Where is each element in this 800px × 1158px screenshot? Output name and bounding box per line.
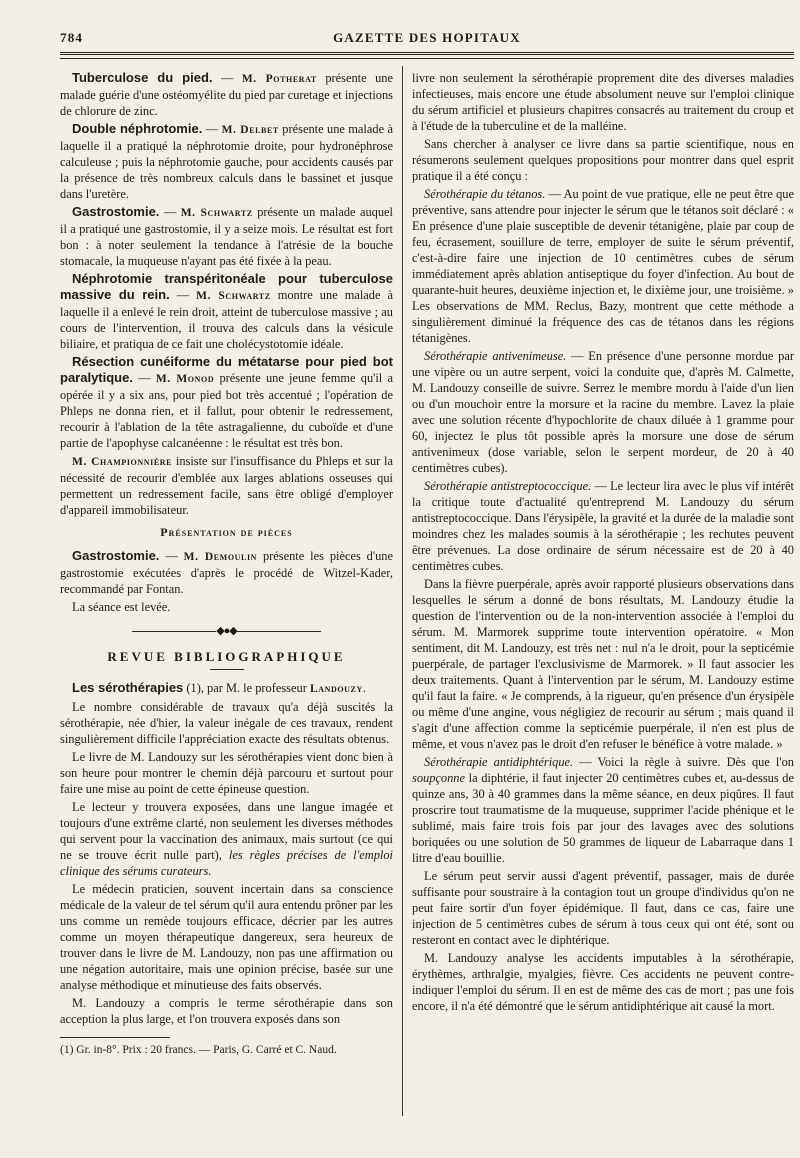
paragraph bbox=[60, 799, 393, 879]
author: M. Demoulin bbox=[183, 551, 258, 563]
subsection-lead: Sérothérapie du tétanos. bbox=[424, 187, 546, 201]
paragraph: Tuberculose du pied. — M. Potherat présente une malade guérie d'une ostéomyélite du pied par curetage et injections de chlorure de zinc. bbox=[60, 70, 393, 118]
paragraph-text: Le lecteur y trouvera exposées, dans une langue imagée et toujours d'une extrême clarté, non seulement les diverses méthodes qui servent pour la vaccination des animaux, mais surtout (ce qui ne se trouve écrit nulle part), bbox=[60, 800, 393, 862]
footnote-rule bbox=[60, 1037, 170, 1038]
subsection-lead: Sérothérapie antistreptococcique. bbox=[424, 479, 592, 493]
paragraph: Sans chercher à analyser ce livre dans sa partie scientifique, nous en résumerons seulement quelques propositions pour montrer dans quel esprit pratique il a été conçu : bbox=[412, 137, 794, 183]
author: M. Championnière bbox=[72, 456, 173, 468]
page-number: 784 bbox=[60, 30, 84, 45]
paragraph bbox=[412, 348, 794, 476]
paragraph: Gastrostomie. — M. Demoulin présente les pièces d'une gastrostomie exécutées d'après le procédé de Witzel-Kader, recommandé par Fontan. bbox=[60, 548, 393, 596]
paragraph-text: présente une jeune femme qu'il a opérée il y a six ans, pour pied bot très accentué ; l'opération de Phleps ne donna rien, et il fallut, pour obtenir le redressement, recourir à l'ablation de la tête astragalienne, du cuboïde et d'une partie de l'apophyse calcanéenne : le résultat est très bon. bbox=[60, 371, 393, 450]
paragraph bbox=[412, 478, 794, 574]
paragraph-text: présente un malade auquel il a pratiqué une gastrostomie, il y a seize mois. Le résultat est fort bon : à noter seulement la tendance à l'atrésie de la bouche stomacale, la muqueuse n'ayant pas été fixée à la peau. bbox=[60, 205, 393, 268]
paragraph: livre non seulement la sérothérapie proprement dite des diverses maladies infectieuses, mais encore une étude absolument neuve sur l'emploi clinique du sérum artificiel et plusieurs chapitres consacrés au traitement du croup et à l'étude de la tuberculine et de la malléine. bbox=[412, 71, 794, 133]
paragraph-text: la diphtérie, il faut injecter 20 centimètres cubes et, au-dessus de quinze ans, 30 à 40 grammes dans la même séance, en deux piqûres. Il faut proscrire tout traumatisme de la muqueuse, supprimer l'acide phénique et le sublimé, mais faire trois fois par jour des lavages avec des solutions boriquées ou une solution de 50 grammes de liqueur de Labarraque dans 1 litre d'eau bouillie. bbox=[412, 771, 794, 865]
header-rule-thin bbox=[60, 58, 794, 59]
footnote-ref: (1) bbox=[186, 681, 201, 695]
paragraph: Dans la fièvre puerpérale, après avoir rapporté plusieurs observations dans lesquelles le sérum a donné de bons résultats, M. Landouzy étudie la question de l'intervention ou de la non-intervention associée à l'emploi du sérum. M. Marmorek supprime toute intervention opératoire. « Mon sentiment, dit M. Landouzy, est très net : nul n'a le droit, pour la septicémie puerpérale, de partager l'exclusivisme de Marmorek. » Il faut associer les deux traitements. Quant à l'intervention par le sérum, M. Landouzy estime qu'il faut la faire. « Je comprends, à la rigueur, qu'en présence d'un érysipèle ou même d'une angine, vous négligiez de recourir au sérum ; mais quand il s'agit d'une affection comme la septicémie puerpérale, il n'en est plus de même, et vous n'avez pas le droit d'en refuser le bénéfice à votre malade. » bbox=[412, 577, 794, 751]
paragraph: Résection cunéiforme du métatarse pour pied bot paralytique. — M. Monod présente une jeune femme qu'il a opérée il y a six ans, pour pied bot très accentué ; l'opération de Phleps ne donna rien, et il fallut, pour obtenir le redressement, recourir à l'ablation de la tête astragalienne, du cuboïde et d'une partie de l'apophyse calcanéenne : le résultat est très bon. bbox=[60, 354, 393, 450]
paragraph-lead: Tuberculose du pied. bbox=[72, 70, 213, 85]
paragraph: M. Landouzy analyse les accidents imputables à la sérothérapie, érythèmes, arthralgie, myalgies, fièvre. Ces accidents ne peuvent contre-indiquer l'emploi du sérum. Il en est de même des cas de mort ; pas une fois encore, il n'a été démontré que le sérum antidiphtérique ait causé la mort. bbox=[412, 951, 794, 1013]
paragraph bbox=[60, 453, 393, 518]
review-author-prefix: , par M. le professeur bbox=[200, 681, 307, 695]
ornament-divider: ◆●◆ bbox=[60, 623, 393, 639]
paragraph-text: — Au point de vue pratique, elle ne peut être que préventive, sans attendre pour injecter le sérum que le tétanos soit déclaré : « En présence d'une plaie susceptible de devenir tétanigène, plaie par coup de feu, écrasement, souillure de terre, employer de suite le sérum préventif, c'est-à-dire faire une injection de 10 centimètres cubes de sérum immédiatement après ablation antiseptique du foyer d'infection. Au bout de quarante-huit heures, deuxième injection et, le dixième jour, une troisième. » Les observations de MM. Reclus, Bazy, montrent que cette méthode a singulièrement diminué la fréquence des cas de tétanos dans les régions tétanigènes. bbox=[412, 187, 794, 345]
paragraph-text: — Le lecteur lira avec le plus vif intérêt la critique toute d'actualité qu'entreprend M. Landouzy du sérum antistreptococcique. Dans l'érysipèle, la gravité et la durée de la maladie sont moindres chez les malades soumis à la sérothérapie ; les rechutes peuvent être prévenues. La dose ordinaire de sérum nécessaire est de 20 à 40 centimètres cubes. bbox=[412, 479, 794, 573]
paragraph: Le nombre considérable de travaux qu'a déjà suscités la sérothérapie, née d'hier, la valeur inégale de ces travaux, rendent singulièrement difficile l'appréciation exacte des résultats obtenus. bbox=[60, 700, 393, 746]
paragraph: Double néphrotomie. — M. Delbet présente une malade à laquelle il a pratiqué la néphrotomie droite, pour hydronéphrose calculeuse ; puis la néphrotomie gauche, pour accidents causés par la présence de très nombreux calculs dans le bassinet et jusque dans l'uretère. bbox=[60, 121, 393, 201]
review-heading: REVUE BIBLIOGRAPHIQUE bbox=[107, 649, 346, 664]
left-column bbox=[60, 70, 393, 1064]
paragraph bbox=[412, 754, 794, 866]
paragraph-text: montre une malade à laquelle il a enlevé le rein droit, atteint de tuberculose massive ; au cours de l'intervention, il trouva des calculs dans la vésicule biliaire, et pratiqua de ce fait une cholécystotomie idéale. bbox=[60, 288, 393, 351]
paragraph-text: insiste sur l'insuffisance du Phleps et sur la nécessité de recourir d'emblée aux larges ablations osseuses qui permettent un redressement facile, sans être obligé d'employer d'appareil immobilisateur. bbox=[60, 454, 393, 517]
review-title-line: Les sérothérapies (1), par M. le professeur Landouzy. bbox=[72, 680, 366, 695]
paragraph-text: — En présence d'une personne mordue par une vipère ou un autre serpent, voici la conduite que, d'après M. Calmette, M. Landouzy conseille de suivre. Serrez le membre mordu à l'aide d'un lien ou d'un mouchoir entre la morsure et la racine du membre. Lavez la plaie avec une solution récente d'hypochlorite de chaux diluée à 1 gramme pour 60, injectez le plus tôt possible après la morsure une dose de sérum antivenimeux (dose variable, selon le serpent mordeur, de 20 à 40 centimètres cubes). bbox=[412, 349, 794, 475]
paragraph-text: présente une malade à laquelle il a pratiqué la néphrotomie droite, pour hydronéphrose calculeuse ; puis la néphrotomie gauche, pour accidents causés par la présence de très nombreux calculs dans le bassinet et jusque dans l'uretère. bbox=[60, 122, 393, 201]
right-column bbox=[412, 70, 794, 1016]
italic-text: soupçonne bbox=[412, 771, 465, 785]
author: M. Schwartz bbox=[180, 207, 253, 219]
header-rule bbox=[60, 52, 794, 55]
paragraph-text: présente les pièces d'une gastrostomie exécutées d'après le procédé de Witzel-Kader, recommandé par Fontan. bbox=[60, 549, 393, 596]
author: M. Schwartz bbox=[196, 290, 271, 302]
review-rule bbox=[210, 669, 244, 670]
column-divider bbox=[402, 66, 403, 1116]
paragraph-lead: Résection cunéiforme du métatarse pour pied bot paralytique. bbox=[60, 354, 393, 385]
paragraph bbox=[412, 186, 794, 346]
subsection-lead: Sérothérapie antivenimeuse. bbox=[424, 349, 567, 363]
author: M. Delbet bbox=[221, 124, 279, 136]
paragraph bbox=[60, 599, 393, 615]
paragraph-lead: Double néphrotomie. bbox=[72, 121, 203, 136]
paragraph: Le médecin praticien, souvent incertain dans sa conscience médicale de la valeur de tel sérum qu'il aura entendu prôner par les uns comme un remède toujours efficace, décrier par les autres comme un moyen thérapeutique dangereux, sera heureux de trouver dans le livre de M. Landouzy, non pas une affirmation ou une négation autoritaire, mais une opinion précise, basée sur une analyse méthodique et minutieuse des faits observés. bbox=[60, 882, 393, 992]
review-title: Les sérothérapies bbox=[72, 680, 184, 695]
paragraph: Gastrostomie. — M. Schwartz présente un malade auquel il a pratiqué une gastrostomie, il y a seize mois. Le résultat est fort bon : à noter seulement la tendance à l'atrésie de la bouche stomacale, la muqueuse n'ayant pas été fixée à la peau. bbox=[60, 204, 393, 268]
paragraph: Néphrotomie transpéritonéale pour tuberculose massive du rein. — M. Schwartz montre une malade à laquelle il a enlevé le rein droit, atteint de tuberculose massive ; au cours de l'intervention, il trouva des calculs dans la vésicule biliaire, et pratiqua de ce fait une cholécystotomie idéale. bbox=[60, 271, 393, 351]
paragraph-lead: Gastrostomie. bbox=[72, 548, 160, 563]
subsection-lead: Sérothérapie antidiphtérique. bbox=[424, 755, 574, 769]
paragraph-text: présente une malade guérie d'une ostéomyélite du pied par curetage et injections de chlorure de zinc. bbox=[60, 71, 393, 118]
paragraph-lead: Néphrotomie transpéritonéale pour tuberculose massive du rein. bbox=[60, 271, 393, 302]
paragraph-text: — Voici la règle à suivre. Dès que l'on bbox=[579, 755, 795, 769]
paragraph-lead: Gastrostomie. bbox=[72, 204, 160, 219]
footnote: (1) Gr. in-8°. Prix : 20 francs. — Paris, G. Carré et C. Naud. bbox=[60, 1044, 337, 1056]
italic-text: les règles précises de l'emploi clinique des sérums curateurs. bbox=[60, 848, 393, 878]
review-author: Landouzy bbox=[309, 683, 363, 695]
journal-title: GAZETTE DES HOPITAUX bbox=[333, 30, 521, 45]
paragraph: Le livre de M. Landouzy sur les sérothérapies vient donc bien à son heure pour montrer le chemin déjà parcouru et surtout pour faire une mise au point de cette épineuse question. bbox=[60, 750, 393, 796]
page-header bbox=[60, 28, 794, 50]
paragraph-text: La séance est levée. bbox=[72, 600, 171, 614]
author: M. Potherat bbox=[241, 73, 317, 85]
author: M. Monod bbox=[155, 373, 215, 385]
paragraph: Le sérum peut servir aussi d'agent préventif, passager, mais de durée suffisante pour soustraire à la contagion tout un groupe d'individus qu'on ne peut faire sortir d'un foyer épidémique. Il faut, dans ce cas, faire une injection de 5 centimètres cubes de sérum à tous ceux qui ont été, sont ou resteront en contact avec le diphtérique. bbox=[412, 869, 794, 947]
section-heading: Présentation de pièces bbox=[160, 525, 293, 539]
paragraph: M. Landouzy a compris le terme sérothérapie dans son acception la plus large, et l'on trouvera exposés dans son bbox=[60, 996, 393, 1026]
